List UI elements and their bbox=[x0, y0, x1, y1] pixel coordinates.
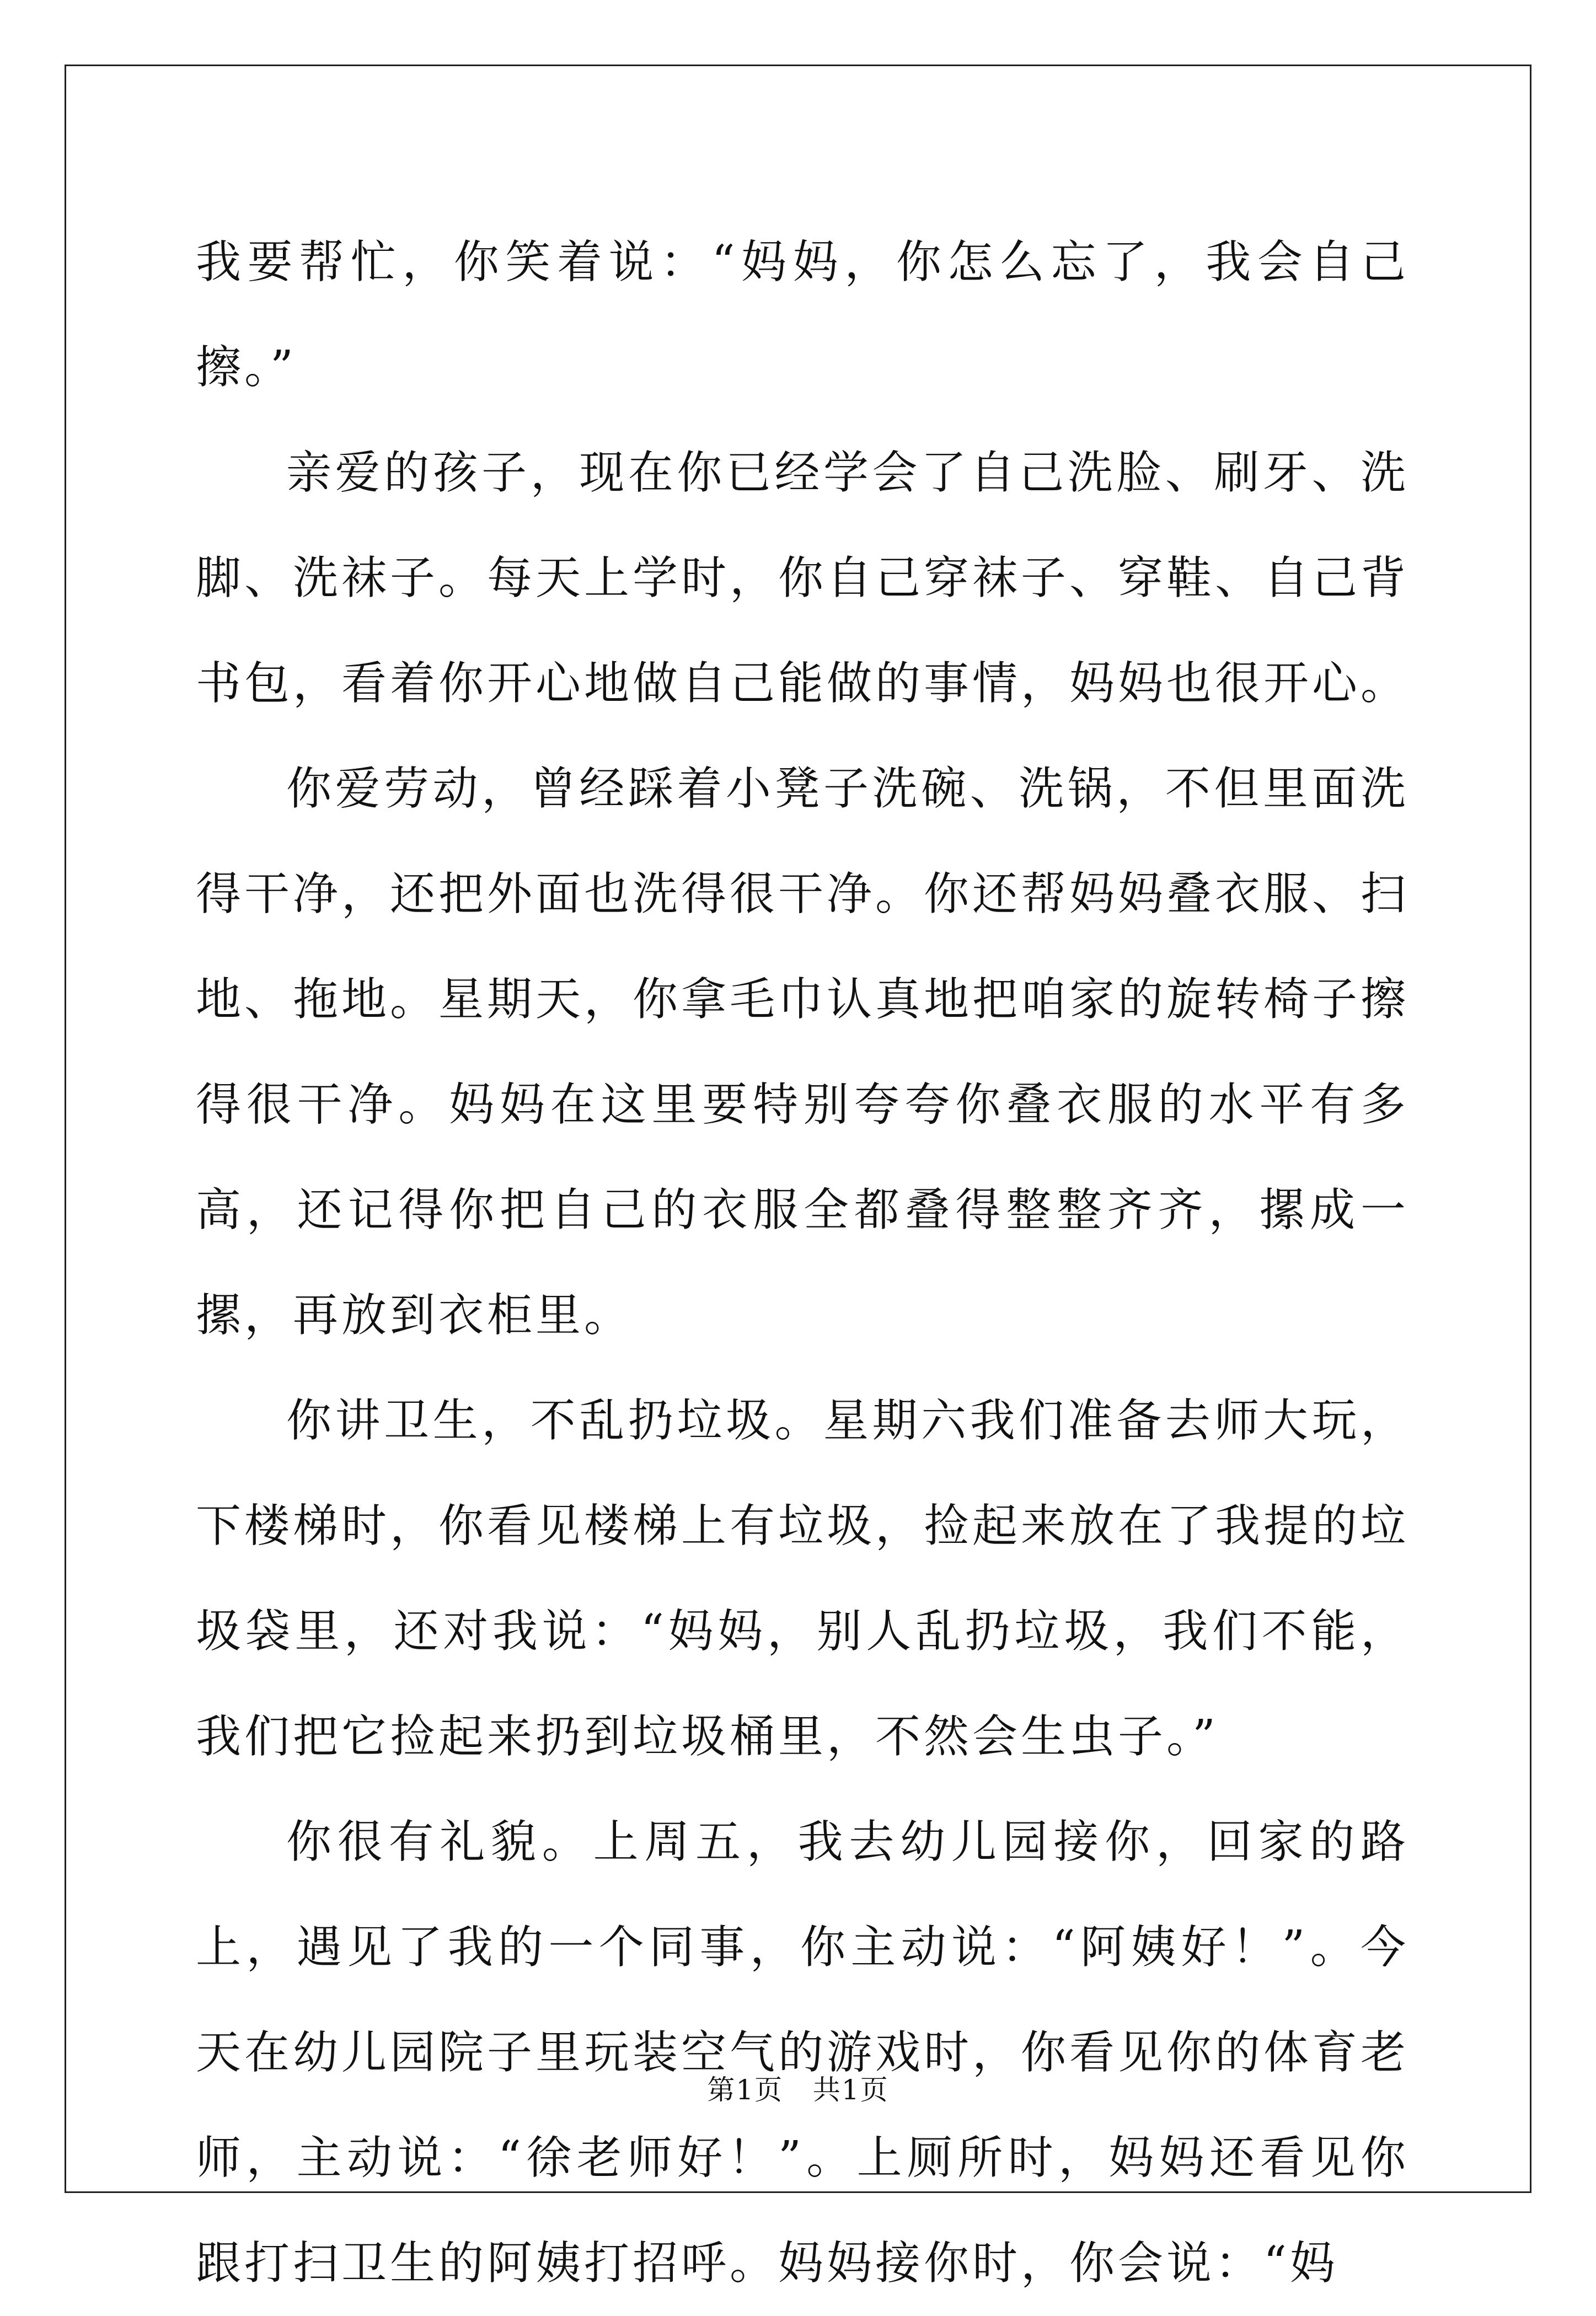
paragraph-5: 你很有礼貌。上周五，我去幼儿园接你，回家的路上，遇见了我的一个同事，你主动说：“阿姨好！”。今天在幼儿园院子里玩装空气的游戏时，你看见你的体育老师，主动说：“徐老师好！”。上厕所时，妈妈还看见你跟打扫卫生的阿姨打招呼。妈妈接你时，你会说：“妈 bbox=[196, 1816, 1410, 2290]
document-body bbox=[196, 210, 1409, 2316]
total-pages: 共1页 bbox=[812, 2074, 889, 2106]
page-number: 第1页 bbox=[707, 2074, 784, 2106]
paragraph-3: 你爱劳动，曾经踩着小凳子洗碗、洗锅，不但里面洗得干净，还把外面也洗得很干净。你还帮妈妈叠衣服、扫地、拖地。星期天，你拿毛巾认真地把咱家的旋转椅子擦得很干净。妈妈在这里要特别夸夸你叠衣服的水平有多高，还记得你把自己的衣服全都叠得整整齐齐，摞成一摞，再放到衣柜里。 bbox=[196, 763, 1410, 1342]
paragraph-2: 亲爱的孩子，现在你已经学会了自己洗脸、刷牙、洗脚、洗袜子。每天上学时，你自己穿袜子、穿鞋、自己背书包，看着你开心地做自己能做的事情，妈妈也很开心。 bbox=[196, 447, 1410, 710]
page-footer bbox=[0, 2073, 1596, 2106]
paragraph-4: 你讲卫生，不乱扔垃圾。星期六我们准备去师大玩，下楼梯时，你看见楼梯上有垃圾，捡起来放在了我提的垃圾袋里，还对我说：“妈妈，别人乱扔垃圾，我们不能，我们把它捡起来扔到垃圾桶里，不然会生虫子。” bbox=[196, 1395, 1410, 1763]
footer-spacer bbox=[783, 2074, 813, 2106]
paragraph-1: 我要帮忙，你笑着说：“妈妈，你怎么忘了，我会自己擦。” bbox=[196, 236, 1409, 394]
